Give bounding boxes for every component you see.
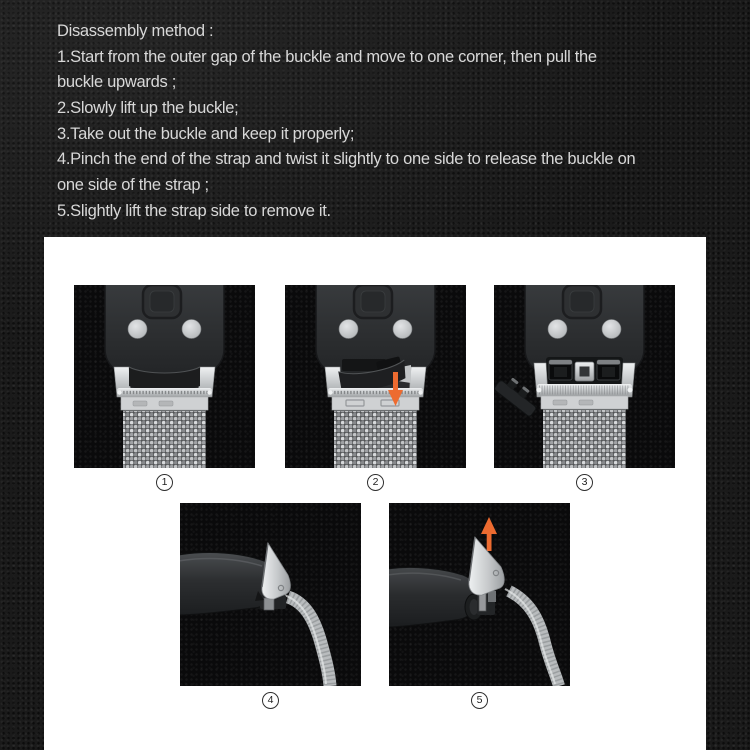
figure-1-photo xyxy=(74,285,255,468)
figures-panel xyxy=(44,237,706,750)
figure-4-photo xyxy=(180,503,361,686)
arrow-up-icon xyxy=(481,517,497,551)
figure-number-4: 4 xyxy=(262,692,279,709)
figure-5-photo xyxy=(389,503,570,686)
instructions-title: Disassembly method : xyxy=(57,22,214,40)
watch-side-flap-lifted-illustration xyxy=(180,503,361,686)
figure-number-5: 5 xyxy=(471,692,488,709)
disassembly-instructions xyxy=(57,19,635,225)
instruction-line: one side of the strap ; xyxy=(57,176,209,195)
instruction-line: 1.Start from the outer gap of the buckle and move to one corner, then pull the xyxy=(57,47,597,66)
instruction-line: 3.Take out the buckle and keep it properly; xyxy=(57,124,355,143)
figure-4-caption xyxy=(180,691,361,709)
watch-front-closed-illustration xyxy=(74,285,255,468)
figure-number-1: 1 xyxy=(156,474,173,491)
watch-front-buckle-lifted-illustration xyxy=(285,285,466,468)
figure-2-photo xyxy=(285,285,466,468)
figure-3-caption xyxy=(494,473,675,491)
figure-1-caption xyxy=(74,473,255,491)
instruction-line: buckle upwards ; xyxy=(57,73,177,92)
figure-number-3: 3 xyxy=(576,474,593,491)
watch-front-buckle-removed-illustration xyxy=(494,285,675,468)
instruction-line: 4.Pinch the end of the strap and twist it slightly to one side to release the buckle on xyxy=(57,150,636,169)
figure-2-caption xyxy=(285,473,466,491)
figure-5-caption xyxy=(389,691,570,709)
watch-side-flap-released-illustration xyxy=(389,503,570,686)
instruction-line: 2.Slowly lift up the buckle; xyxy=(57,99,239,118)
figure-number-2: 2 xyxy=(367,474,384,491)
instruction-line: 5.Slightly lift the strap side to remove it. xyxy=(57,201,331,220)
figure-3-photo xyxy=(494,285,675,468)
